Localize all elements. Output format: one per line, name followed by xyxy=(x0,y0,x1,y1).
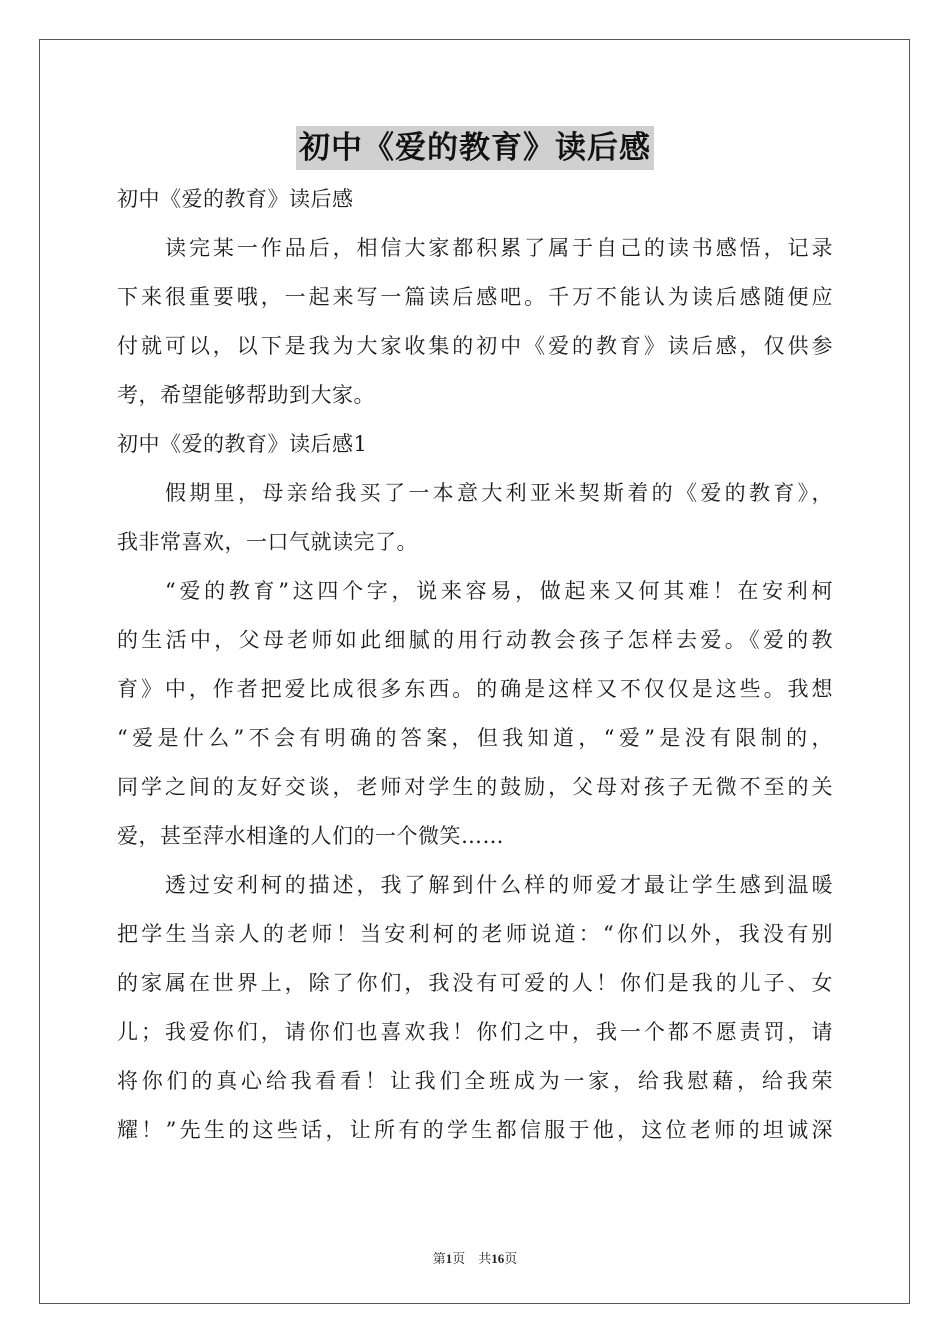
text-line: “爱的教育”这四个字，说来容易，做起来又何其难！在安利柯 xyxy=(165,579,833,603)
text-line: “爱是什么”不会有明确的答案，但我知道，“爱”是没有限制的， xyxy=(117,726,833,750)
text-line: 同学之间的友好交谈，老师对学生的鼓励，父母对孩子无微不至的关 xyxy=(117,775,833,799)
text-line: 付就可以，以下是我为大家收集的初中《爱的教育》读后感，仅供参 xyxy=(117,334,833,358)
text-line: 初中《爱的教育》读后感 xyxy=(117,187,354,211)
title-container xyxy=(0,126,950,170)
text-line: 下来很重要哦，一起来写一篇读后感吧。千万不能认为读后感随便应 xyxy=(117,285,833,309)
text-line: 把学生当亲人的老师！当安利柯的老师说道：“你们以外，我没有别 xyxy=(117,922,833,946)
text-line: 我非常喜欢，一口气就读完了。 xyxy=(117,530,418,554)
document-title: 初中《爱的教育》读后感 xyxy=(296,126,654,170)
footer-total-pages: 16 xyxy=(491,1251,505,1266)
footer-prefix: 第 xyxy=(432,1251,446,1266)
text-line: 考，希望能够帮助到大家。 xyxy=(117,383,375,407)
text-line: 透过安利柯的描述，我了解到什么样的师爱才最让学生感到温暖 xyxy=(165,873,833,897)
text-line: 的家属在世界上，除了你们，我没有可爱的人！你们是我的儿子、女 xyxy=(117,971,833,995)
text-line: 将你们的真心给我看看！让我们全班成为一家，给我慰藉，给我荣 xyxy=(117,1069,833,1093)
text-line: 假期里，母亲给我买了一本意大利亚米契斯着的《爱的教育》， xyxy=(165,481,833,505)
document-body xyxy=(117,175,833,1155)
text-line: 的生活中，父母老师如此细腻的用行动教会孩子怎样去爱。《爱的教 xyxy=(117,628,833,652)
footer-mid: 页 共 xyxy=(452,1251,492,1266)
text-line: 儿；我爱你们，请你们也喜欢我！你们之中，我一个都不愿责罚，请 xyxy=(117,1020,833,1044)
text-line: 爱，甚至萍水相逢的人们的一个微笑…… xyxy=(117,824,504,848)
text-line: 初中《爱的教育》读后感1 xyxy=(117,432,368,456)
text-line: 读完某一作品后，相信大家都积累了属于自己的读书感悟，记录 xyxy=(165,236,833,260)
footer-suffix: 页 xyxy=(504,1251,518,1266)
footer-current-page: 1 xyxy=(445,1251,453,1266)
text-line: 育》中，作者把爱比成很多东西。的确是这样又不仅仅是这些。我想 xyxy=(117,677,833,701)
text-line: 耀！”先生的这些话，让所有的学生都信服于他，这位老师的坦诚深 xyxy=(117,1118,833,1142)
page-footer xyxy=(0,1248,950,1267)
